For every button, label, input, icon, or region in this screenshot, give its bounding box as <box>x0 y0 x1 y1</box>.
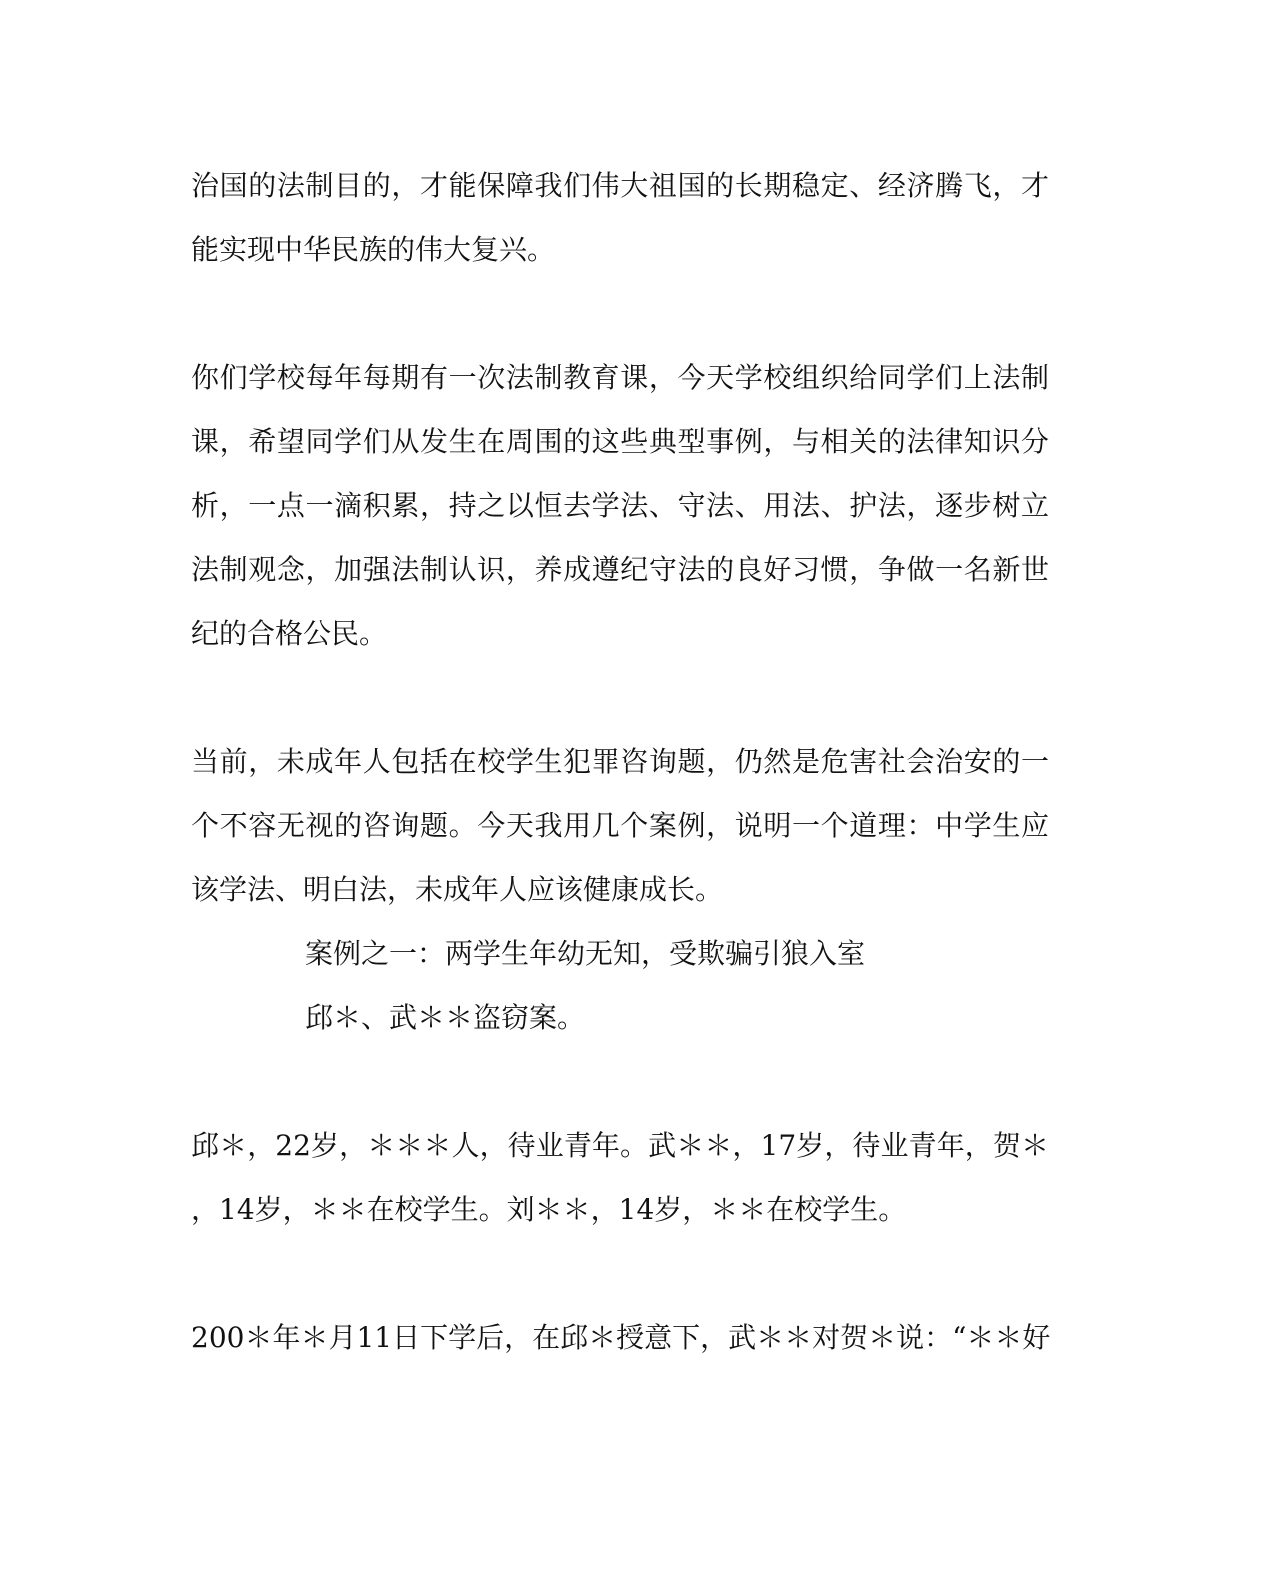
paragraph-3-line-2: 个不容无视的咨询题。今天我用几个案例，说明一个道理：中学生应 <box>191 809 1049 842</box>
paragraph-2-line-2: 课，希望同学们从发生在周围的这些典型事例，与相关的法律知识分 <box>191 425 1049 458</box>
paragraph-5-line-2: ，14岁，＊＊在校学生。刘＊＊，14岁，＊＊在校学生。 <box>191 1193 907 1226</box>
paragraph-2-line-4: 法制观念，加强法制认识，养成遵纪守法的良好习惯，争做一名新世 <box>191 553 1049 586</box>
paragraph-5-line-1: 邱＊，22岁，＊＊＊人，待业青年。武＊＊，17岁，待业青年，贺＊ <box>191 1129 1049 1162</box>
paragraph-3-line-3: 该学法、明白法，未成年人应该健康成长。 <box>191 873 724 906</box>
paragraph-2-line-5: 纪的合格公民。 <box>191 617 388 650</box>
paragraph-2-line-1: 你们学校每年每期有一次法制教育课，今天学校组织给同学们上法制 <box>191 361 1049 394</box>
paragraph-1-line-1: 治国的法制目的，才能保障我们伟大祖国的长期稳定、经济腾飞，才 <box>191 169 1049 202</box>
paragraph-1-line-2: 能实现中华民族的伟大复兴。 <box>191 233 556 266</box>
paragraph-6-line-1: 200＊年＊月11日下学后，在邱＊授意下，武＊＊对贺＊说：“＊＊好 <box>191 1321 1051 1354</box>
case-heading-line-2: 邱＊、武＊＊盗窃案。 <box>305 1001 586 1034</box>
case-heading-line-1: 案例之一：两学生年幼无知，受欺骗引狼入室 <box>305 937 866 970</box>
paragraph-3-line-1: 当前，未成年人包括在校学生犯罪咨询题，仍然是危害社会治安的一 <box>191 745 1049 778</box>
paragraph-2-line-3: 析，一点一滴积累，持之以恒去学法、守法、用法、护法，逐步树立 <box>191 489 1049 522</box>
